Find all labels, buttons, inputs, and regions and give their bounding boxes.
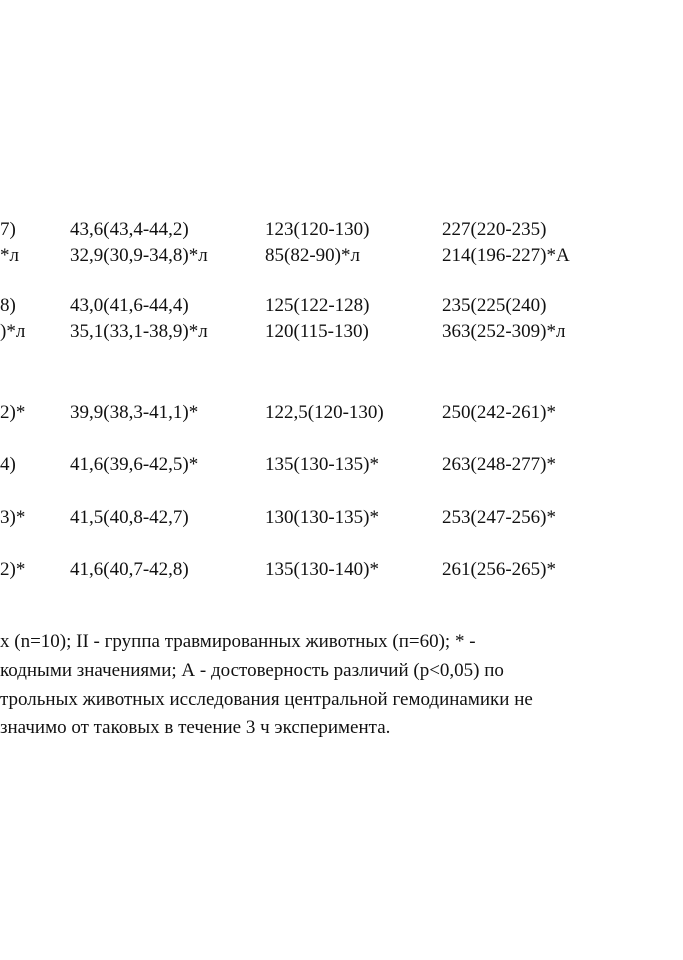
table-cell: 363(252-309)*л xyxy=(442,321,566,342)
table-cell: 261(256-265)* xyxy=(442,559,556,580)
table-row xyxy=(0,401,683,427)
footnote-line: кодными значениями; А - достоверность различий (р<0,05) по xyxy=(0,660,504,681)
table-cell: 32,9(30,9-34,8)*л xyxy=(70,245,208,266)
table-row xyxy=(0,320,683,346)
table-cell: 120(115-130) xyxy=(265,321,369,342)
table-cell: 7) xyxy=(0,219,16,240)
table-cell: 4) xyxy=(0,454,16,475)
table-cell: 135(130-135)* xyxy=(265,454,379,475)
table-cell: 41,6(39,6-42,5)* xyxy=(70,454,199,475)
table-cell: 41,5(40,8-42,7) xyxy=(70,507,189,528)
table-cell: 2)* xyxy=(0,559,26,580)
table-cell: *л xyxy=(0,245,19,266)
footnote-line: значимо от таковых в течение 3 ч эксперимента. xyxy=(0,717,391,738)
table-cell: 43,6(43,4-44,2) xyxy=(70,219,189,240)
table-cell: 235(225(240) xyxy=(442,295,547,316)
table-cell: 253(247-256)* xyxy=(442,507,556,528)
table-cell: 85(82-90)*л xyxy=(265,245,360,266)
footnote-line: х (n=10); II - группа травмированных животных (п=60); * - xyxy=(0,631,476,652)
table-cell: 123(120-130) xyxy=(265,219,370,240)
table-cell: 41,6(40,7-42,8) xyxy=(70,559,189,580)
table-cell: 263(248-277)* xyxy=(442,454,556,475)
table-cell: 250(242-261)* xyxy=(442,402,556,423)
table-row xyxy=(0,244,683,270)
table-cell: 214(196-227)*А xyxy=(442,245,570,266)
table-cell: 227(220-235) xyxy=(442,219,547,240)
table-row xyxy=(0,558,683,584)
table-cell: 43,0(41,6-44,4) xyxy=(70,295,189,316)
table-cell: 3)* xyxy=(0,507,26,528)
table-row xyxy=(0,453,683,479)
table-cell: 35,1(33,1-38,9)*л xyxy=(70,321,208,342)
table-cell: 135(130-140)* xyxy=(265,559,379,580)
table-cell: )*л xyxy=(0,321,26,342)
table-row xyxy=(0,294,683,320)
table-cell: 2)* xyxy=(0,402,26,423)
footnote-line: трольных животных исследования центральной гемодинамики не xyxy=(0,689,533,710)
table-row xyxy=(0,218,683,244)
table-cell: 130(130-135)* xyxy=(265,507,379,528)
table-cell: 8) xyxy=(0,295,16,316)
table-cell: 39,9(38,3-41,1)* xyxy=(70,402,199,423)
table-cell: 125(122-128) xyxy=(265,295,370,316)
table-cell: 122,5(120-130) xyxy=(265,402,384,423)
table-row xyxy=(0,506,683,532)
